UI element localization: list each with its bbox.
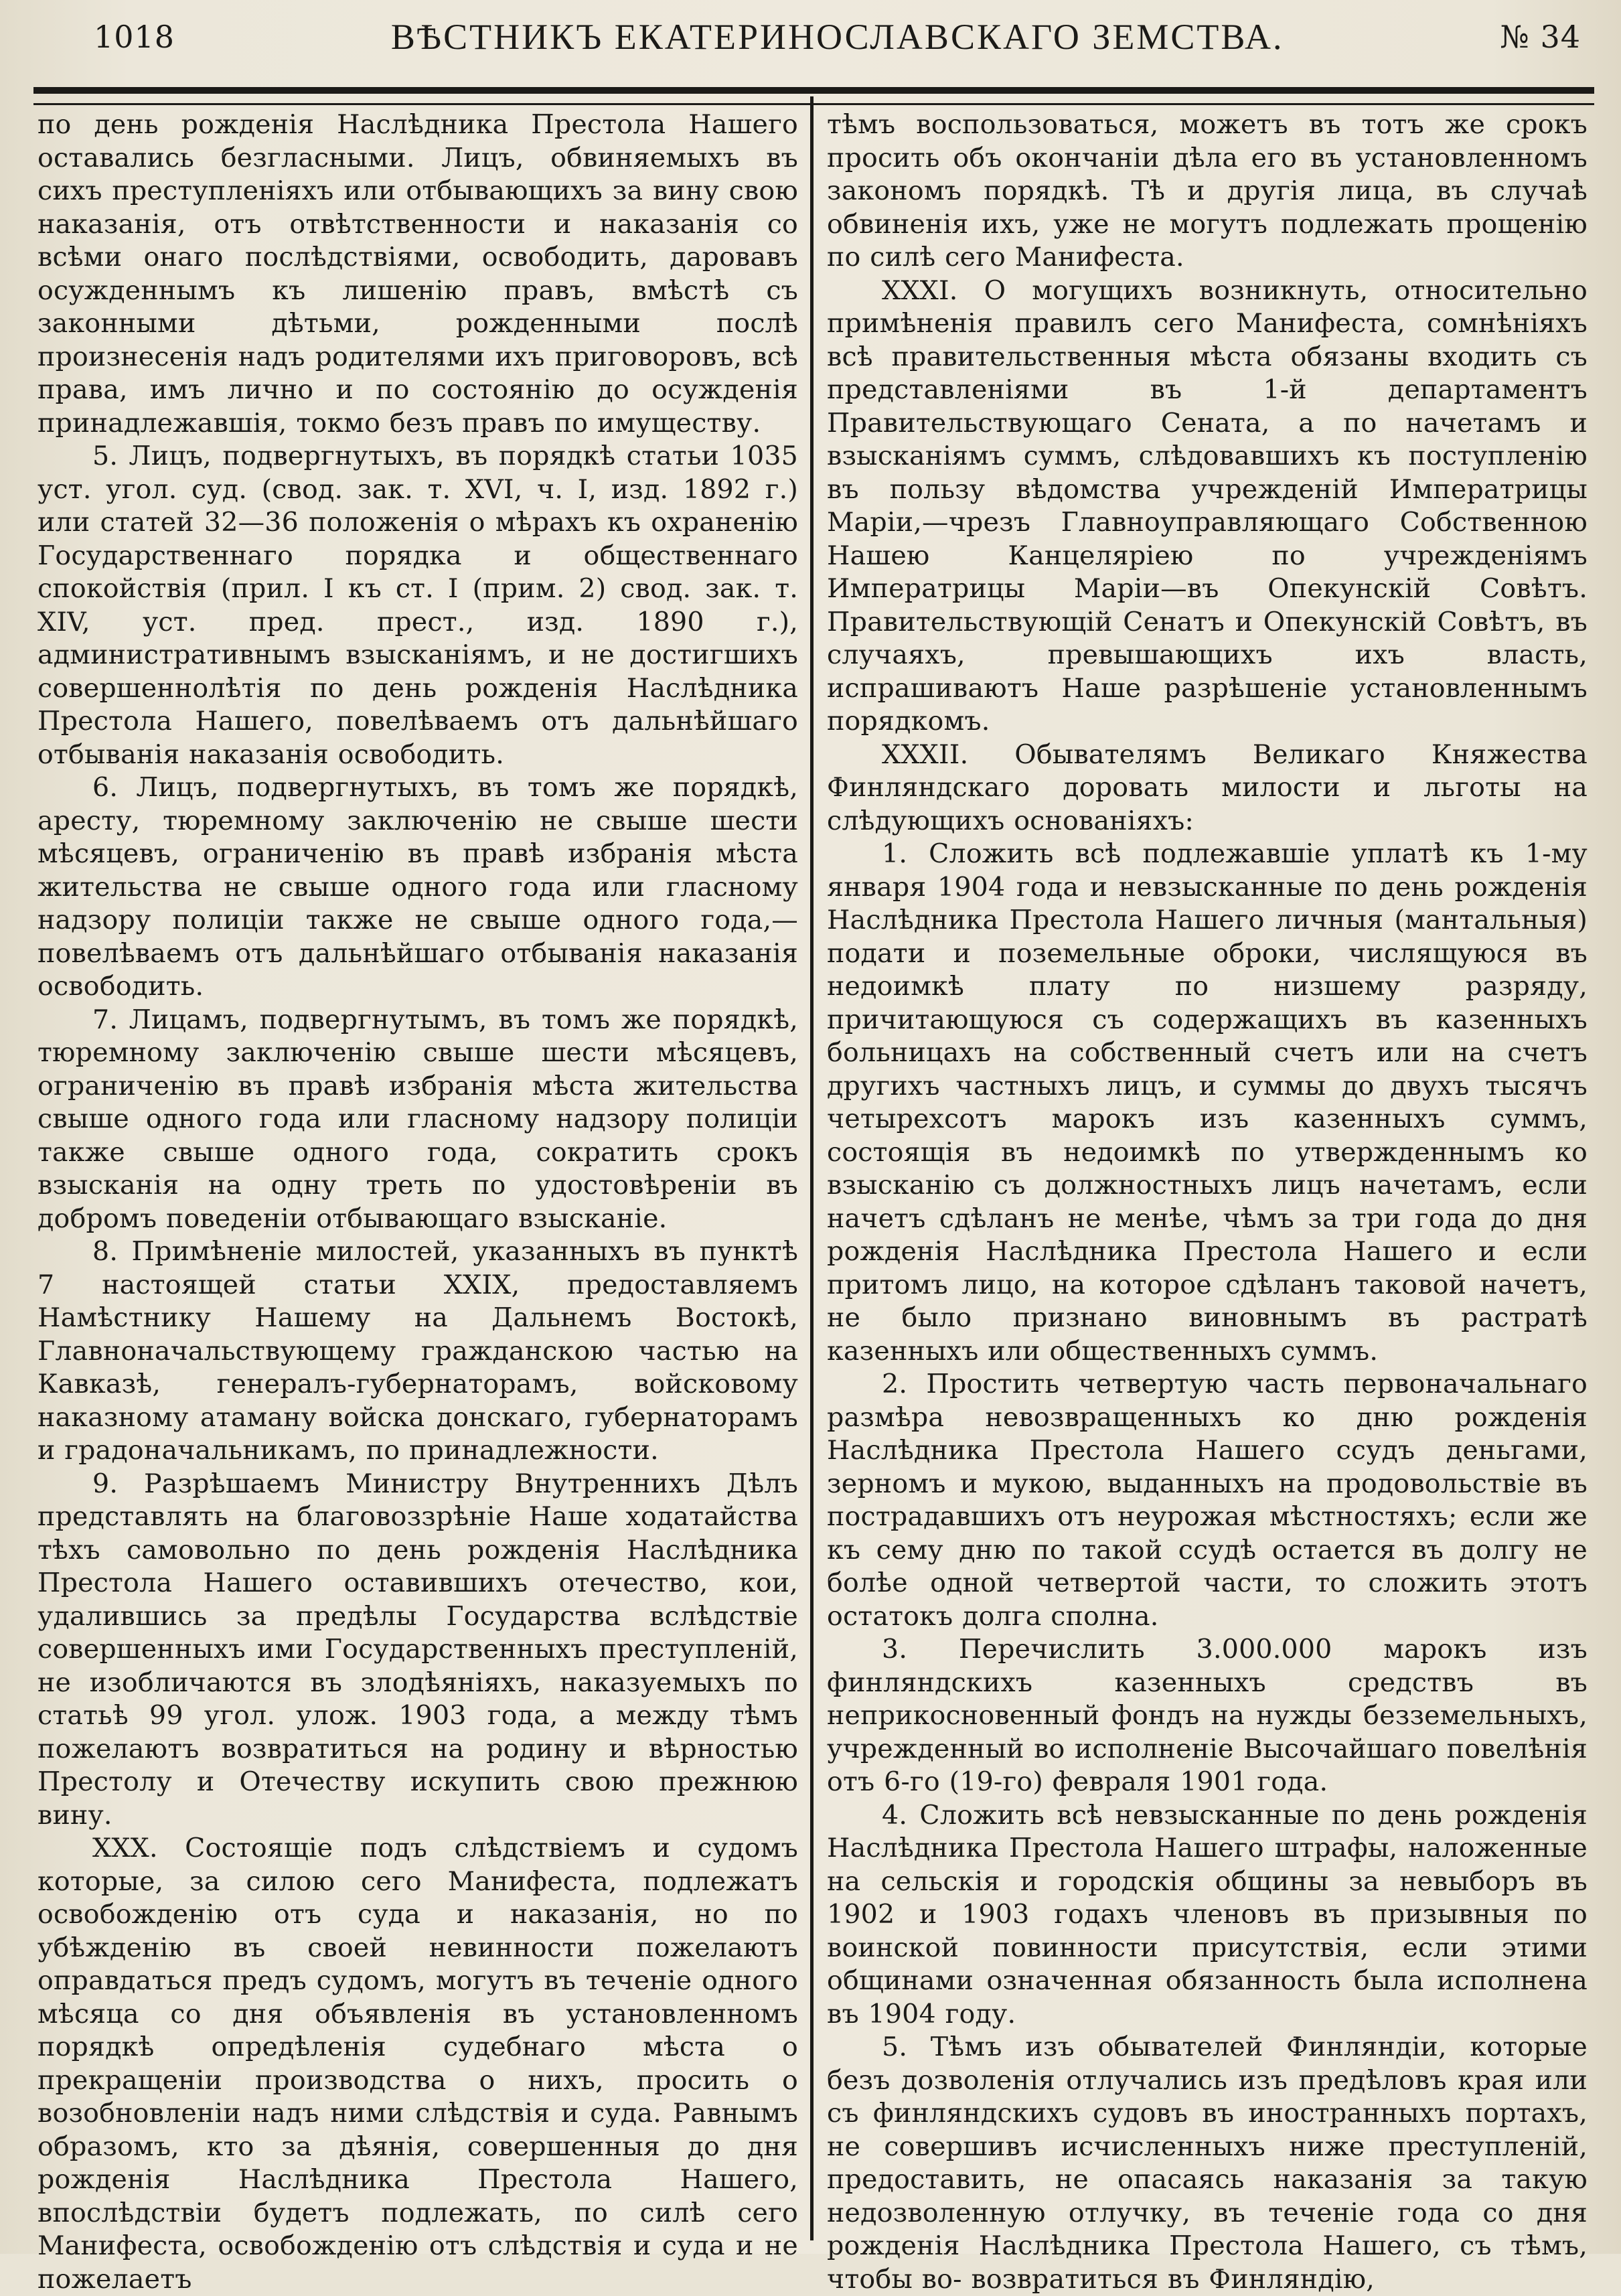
- paragraph: 3. Перечислить 3.000.000 марокъ изъ финляндскихъ казенныхъ средствъ въ неприкосновенный фондъ на нужды безземельныхъ, учрежденный во исполненіе Высочайшаго повелѣнія отъ 6-го (19-го) февраля 1901 года.: [827, 1634, 1588, 1797]
- paragraph: тѣмъ воспользоваться, можетъ въ тотъ же срокъ просить объ окончаніи дѣла его въ установленномъ закономъ порядкѣ. Тѣ и другія лица, въ случаѣ обвиненія ихъ, уже не могутъ подлежать прощенію по силѣ сего Манифеста.: [827, 109, 1588, 273]
- paragraph: 6. Лицъ, подвергнутыхъ, въ томъ же порядкѣ, аресту, тюремному заключенію не свыше шести мѣсяцевъ, ограниченію въ правѣ избранія мѣста жительства не свыше одного года или гласному надзору полиціи также не свыше одного года,—повелѣваемъ отъ дальнѣйшаго отбыванія наказанія освободить.: [37, 772, 798, 1002]
- paragraph: 7. Лицамъ, подвергнутымъ, въ томъ же порядкѣ, тюремному заключенію свыше шести мѣсяцевъ, ограниченію въ правѣ избранія мѣста жительства свыше одного года или гласному надзору полиціи также свыше одного года, сократить срокъ взысканія на одну треть по удостовѣреніи въ добромъ поведеніи отбывающаго взысканіе.: [37, 1004, 798, 1234]
- paragraph: 4. Сложить всѣ невзысканные по день рожденія Наслѣдника Престола Нашего штрафы, наложенные на сельскія и городскія общины за невыборъ въ 1902 и 1903 годахъ членовъ въ призывныя по воинской повинности присутствія, если этими общинами означенная обязанность была исполнена въ 1904 году.: [827, 1799, 1588, 2030]
- paragraph: 5. Лицъ, подвергнутыхъ, въ порядкѣ статьи 1035 уст. угол. суд. (свод. зак. т. XVI, ч. I, изд. 1892 г.) или статей 32—36 положенія о мѣрахъ къ охраненію Государственнаго порядка и общественнаго спокойствія (прил. I къ ст. I (прим. 2) свод. зак. т. XIV, уст. пред. прест., изд. 1890 г.), административнымъ взысканіямъ, и не достигшихъ совершеннолѣтія по день рожденія Наслѣдника Престола Нашего, повелѣваемъ отъ дальнѣйшаго отбыванія наказанія освободить.: [37, 441, 798, 770]
- right-column: [814, 108, 1590, 2295]
- page-header: [33, 0, 1594, 74]
- paragraph: 8. Примѣненіе милостей, указанныхъ въ пунктѣ 7 настоящей статьи XXIX, предоставляемъ Намѣстнику Нашему на Дальнемъ Востокѣ, Главноначальствующему гражданскою частью на Кавказѣ, генералъ-губернаторамъ, войсковому наказному атаману войска донскаго, губернаторамъ и градоначальникамъ, по принадлежности.: [37, 1236, 798, 1466]
- paragraph: XXX. Состоящіе подъ слѣдствіемъ и судомъ которые, за силою сего Манифеста, подлежатъ освобожденію отъ суда и наказанія, но по убѣжденію въ своей невинности пожелаютъ оправдаться предъ судомъ, могутъ въ теченіе одного мѣсяца со дня объявленія въ установленномъ порядкѣ опредѣленія судебнаго мѣста о прекращеніи производства о нихъ, просить о возобновленіи надъ ними слѣдствія и суда. Равнымъ образомъ, кто за дѣянія, совершенныя до дня рожденія Наслѣдника Престола Нашего, впослѣдствіи будетъ подлежать, по силѣ сего Манифеста, освобожденію отъ слѣдствія и суда и не пожелаетъ: [37, 1833, 798, 2295]
- left-column: [33, 108, 810, 2295]
- text-columns: [33, 108, 1594, 2295]
- journal-title: ВѢСТНИКЪ ЕКАТЕРИНОСЛАВСКАГО ЗЕМСТВА.: [390, 17, 1284, 57]
- paragraph: 5. Тѣмъ изъ обывателей Финляндіи, которые безъ дозволенія отлучались изъ предѣловъ края или съ финляндскихъ судовъ въ иностранныхъ портахъ, не совершивъ исчисленныхъ ниже преступленій, предоставить, не опасаясь наказанія за такую недозволенную отлучку, въ теченіе года со дня рожденія Наслѣдника Престола Нашего, съ тѣмъ, чтобы во- возвратиться въ Финляндію,: [827, 2032, 1588, 2295]
- paragraph: 9. Разрѣшаемъ Министру Внутреннихъ Дѣлъ представлять на благовоззрѣніе Наше ходатайства тѣхъ самовольно по день рожденія Наслѣдника Престола Нашего оставившихъ отечество, кои, удалившись за предѣлы Государства вслѣдствіе совершенныхъ ими Государственныхъ преступленій, не изобличаются въ злодѣяніяхъ, наказуемыхъ по статьѣ 99 угол. улож. 1903 года, а между тѣмъ пожелаютъ возвратиться на родину и вѣрностью Престолу и Отечеству искупить свою прежнюю вину.: [37, 1468, 798, 1831]
- paragraph: 1. Сложить всѣ подлежавшіе уплатѣ къ 1-му января 1904 года и невзысканные по день рожденія Наслѣдника Престола Нашего личныя (мантальныя) подати и поземельные оброки, числящуюся въ недоимкѣ плату по низшему разряду, причитающуюся съ содержащихъ въ казенныхъ больницахъ на собственный счетъ или на счетъ другихъ частныхъ лицъ, и суммы до двухъ тысячъ четырехсотъ марокъ изъ казенныхъ суммъ, состоящія въ недоимкѣ по утвержденнымъ ко взысканію съ должностныхъ лицъ начетамъ, если начетъ сдѣланъ не менѣе, чѣмъ за три года до дня рожденія Наслѣдника Престола Нашего и если притомъ лицо, на которое сдѣланъ таковой начетъ, не было признано виновнымъ въ растратѣ казенныхъ или общественныхъ суммъ.: [827, 838, 1588, 1367]
- paragraph: 2. Простить четвертую часть первоначальнаго размѣра невозвращенныхъ ко дню рожденія Наслѣдника Престола Нашего ссудъ деньгами, зерномъ и мукою, выданныхъ на продовольствіе въ пострадавшихъ отъ неурожая мѣстностяхъ; если же къ сему дню по такой ссудѣ остается въ долгу не болѣе одной четвертой части, то сложить этотъ остатокъ долга сполна.: [827, 1369, 1588, 1632]
- issue-number: № 34: [1500, 19, 1581, 55]
- page-number: 1018: [94, 19, 175, 55]
- paragraph: по день рожденія Наслѣдника Престола Нашего оставались безгласными. Лицъ, обвиняемыхъ въ сихъ преступленіяхъ или отбывающихъ за вину свою наказанія, отъ отвѣтственности и наказанія со всѣми онаго послѣдствіями, освободить, даровавъ осужденнымъ къ лишенію правъ, вмѣстѣ съ законными дѣтьми, рожденными послѣ произнесенія надъ родителями ихъ приговоровъ, всѣ права, имъ лично и по состоянію до осужденія принадлежавшія, токмо безъ правъ по имуществу.: [37, 109, 798, 439]
- header-rule: [33, 87, 1594, 105]
- paragraph: XXXI. О могущихъ возникнуть, относительно примѣненія правилъ сего Манифеста, сомнѣніяхъ всѣ правительственныя мѣста обязаны входить съ представленіями въ 1-й департаментъ Правительствующаго Сената, а по начетамъ и взысканіямъ суммъ, слѣдовавшихъ къ поступленію въ пользу вѣдомства учрежденій Императрицы Маріи,—чрезъ Главноуправляющаго Собственною Нашею Канцеляріею по учрежденіямъ Императрицы Маріи—въ Опекунскій Совѣтъ. Правительствующій Сенатъ и Опекунскій Совѣтъ, въ случаяхъ, превышающихъ ихъ власть, испрашиваютъ Наше разрѣшеніе установленнымъ порядкомъ.: [827, 275, 1588, 737]
- paragraph: XXXII. Обывателямъ Великаго Княжества Финляндскаго доровать милости и льготы на слѣдующихъ основаніяхъ:: [827, 739, 1588, 836]
